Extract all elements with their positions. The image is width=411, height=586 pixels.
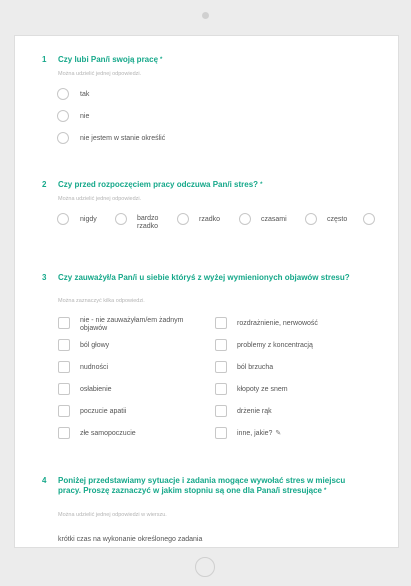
- question-2-title: [58, 180, 358, 190]
- q3-option-label: kłopoty ze snem: [237, 386, 288, 393]
- question-1-title-text: Czy lubi Pan/i swoją pracę: [58, 55, 159, 64]
- q3-checkbox[interactable]: [58, 317, 70, 329]
- q3-checkbox[interactable]: [58, 405, 70, 417]
- q2-radio-bardzo-rzadko[interactable]: [115, 213, 127, 225]
- q1-option-label: tak: [80, 91, 90, 98]
- q3-checkbox[interactable]: [58, 339, 70, 351]
- q2-option-label: nigdy: [80, 216, 97, 223]
- q1-option-label: nie: [80, 113, 90, 120]
- q3-option-label-inne: [237, 430, 281, 438]
- q3-option-label: nudności: [80, 364, 109, 371]
- home-button[interactable]: [195, 557, 215, 577]
- q1-option-label: nie jestem w stanie określić: [80, 135, 166, 142]
- q3-option-label: poczucie apatii: [80, 408, 127, 415]
- q2-radio-czasami[interactable]: [239, 213, 251, 225]
- pencil-edit-icon: ✎: [275, 430, 282, 437]
- q2-radio-nigdy[interactable]: [57, 213, 69, 225]
- q1-radio-tak[interactable]: [57, 88, 69, 100]
- question-4-number: 4: [42, 476, 47, 485]
- q3-option-label: ból głowy: [80, 342, 110, 349]
- question-2-number: 2: [42, 180, 47, 189]
- question-1-hint: Można udzielić jednej odpowiedzi.: [58, 71, 142, 77]
- required-asterisk: *: [323, 488, 327, 494]
- q3-option-label: osłabienie: [80, 386, 112, 393]
- question-4-hint: Można udzielić jednej odpowiedzi w wierszu.: [58, 512, 167, 518]
- q3-option-label: nie - nie zauważyłam/em żadnym objawów: [80, 317, 184, 332]
- q3-option-label: problemy z koncentracją: [237, 342, 313, 349]
- q1-radio-nie-wiem[interactable]: [57, 132, 69, 144]
- required-asterisk: *: [160, 57, 163, 63]
- q3-checkbox[interactable]: [58, 383, 70, 395]
- q3-checkbox[interactable]: [215, 361, 227, 373]
- q3-checkbox[interactable]: [58, 427, 70, 439]
- q3-option-label: drżenie rąk: [237, 408, 272, 415]
- q1-radio-nie[interactable]: [57, 110, 69, 122]
- q3-option-label-inne-text: inne, jakie?: [237, 430, 273, 437]
- question-1-title: [58, 55, 358, 65]
- q3-checkbox[interactable]: [215, 383, 227, 395]
- q3-checkbox[interactable]: [215, 317, 227, 329]
- question-2-hint: Można udzielić jednej odpowiedzi.: [58, 196, 142, 202]
- q2-option-label: rzadko: [199, 216, 221, 223]
- q3-checkbox[interactable]: [215, 339, 227, 351]
- q3-checkbox[interactable]: [215, 405, 227, 417]
- q2-radio-overflow[interactable]: [363, 213, 375, 225]
- q3-option-label: złe samopoczucie: [80, 430, 136, 437]
- required-asterisk: *: [260, 182, 263, 188]
- question-2-title-text: Czy przed rozpoczęciem pracy odczuwa Pan/i stres?: [58, 180, 259, 189]
- question-3-hint: Można zaznaczyć kilka odpowiedzi.: [58, 298, 145, 304]
- q2-radio-czesto[interactable]: [305, 213, 317, 225]
- camera-dot: [202, 12, 209, 19]
- q3-option-label: rozdrażnienie, nerwowość: [237, 320, 318, 327]
- question-3-number: 3: [42, 273, 47, 282]
- q2-option-label: często: [327, 216, 348, 223]
- q4-first-row-label: krótki czas na wykonanie określonego zadania: [58, 536, 203, 543]
- question-3-title: Czy zauważył/a Pan/i u siebie któryś z wyżej wymienionych objawów stresu?: [58, 273, 350, 282]
- q3-checkbox[interactable]: [58, 361, 70, 373]
- q2-radio-rzadko[interactable]: [177, 213, 189, 225]
- survey-screen: [14, 35, 399, 548]
- q2-option-label: bardzo rzadko: [137, 215, 159, 230]
- q3-option-label: ból brzucha: [237, 364, 274, 371]
- question-1-number: 1: [42, 55, 47, 64]
- q2-option-label: czasami: [261, 216, 287, 223]
- question-4-title: [58, 476, 358, 496]
- question-4-title-text: Poniżej przedstawiamy sytuacje i zadania mogące wywołać stres w miejscu pracy. Proszę zaznaczyć w jakim stopniu są one dla Pana/i stresujące: [58, 476, 346, 495]
- q3-checkbox[interactable]: [215, 427, 227, 439]
